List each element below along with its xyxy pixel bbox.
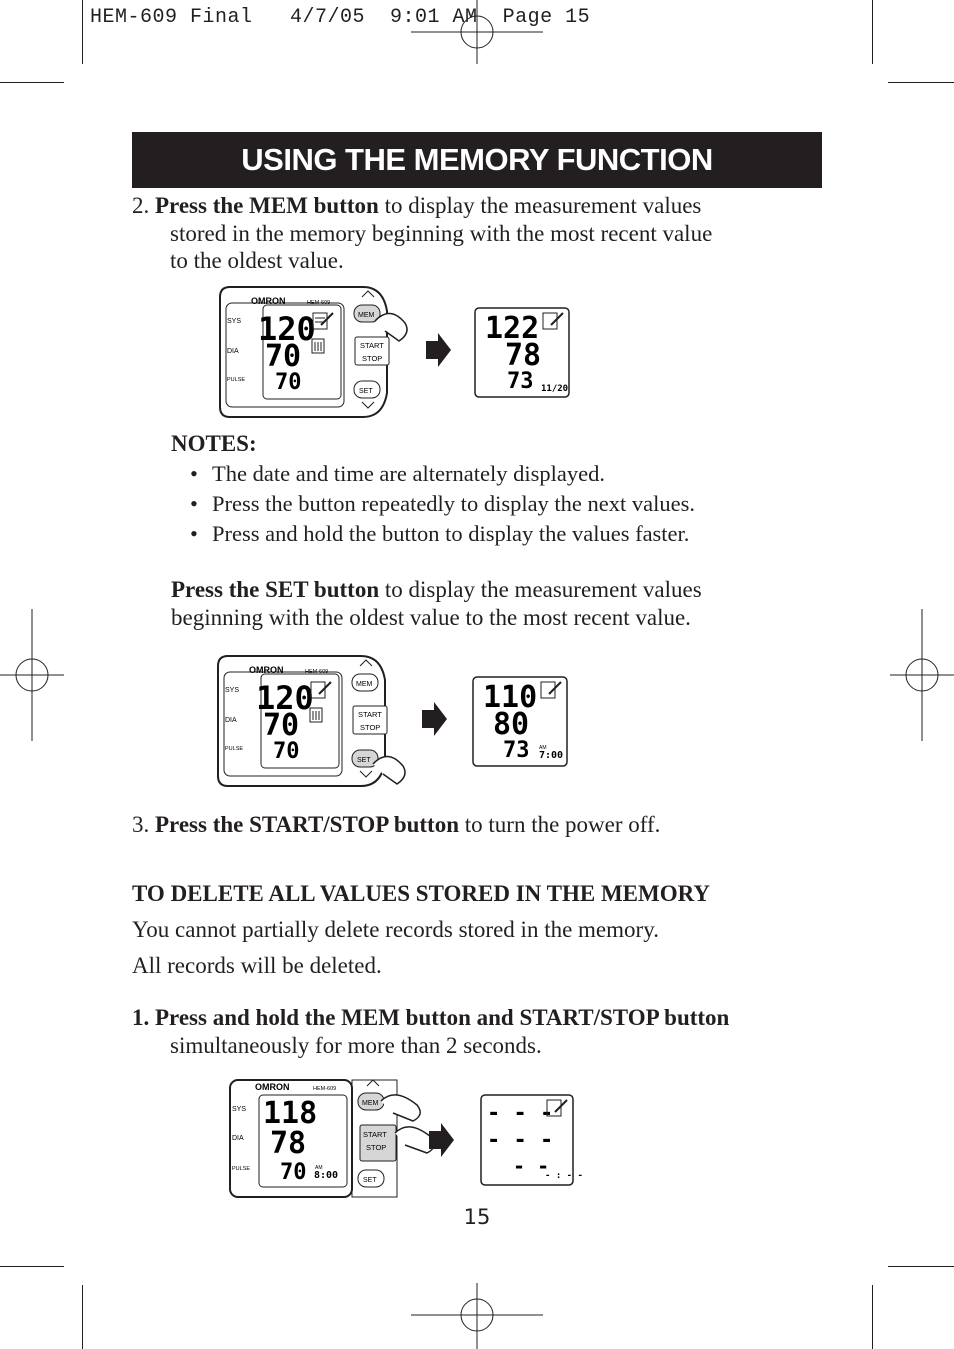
svg-text:- - -: - - - [487,1101,554,1126]
brand-logo: OMRON [255,1082,290,1092]
svg-text:STOP: STOP [366,1143,387,1152]
svg-text:START: START [363,1130,387,1139]
arrow-right-icon [429,1123,454,1157]
svg-text:MEM: MEM [356,681,373,688]
svg-text:SYS: SYS [232,1106,247,1113]
step-bold: Press the MEM button [155,193,379,218]
svg-text:DIA: DIA [232,1135,244,1142]
model-label: HEM-609 [307,300,331,306]
time-readout: 7:00 [539,750,564,761]
lcd-cleared-display [481,1095,583,1185]
svg-text:SET: SET [363,1177,377,1184]
lcd-result-display [475,308,569,397]
svg-text:AM: AM [539,745,547,751]
svg-text:80: 80 [493,707,530,742]
svg-text:MEM: MEM [358,312,375,319]
svg-text:SET: SET [359,388,373,395]
monitor-device [220,287,407,417]
date-readout: 11/20 [541,384,569,394]
set-button[interactable] [358,1170,384,1187]
svg-text:START: START [358,710,382,719]
delete-heading: TO DELETE ALL VALUES STORED IN THE MEMORY [132,881,710,906]
lcd-pulse: 70 [275,370,302,395]
start-stop-button[interactable] [353,706,387,734]
set-paragraph: Press the SET button to display the measurement values beginning with the oldest value to the most recent value. [171,577,702,630]
start-stop-button[interactable] [360,1125,396,1161]
svg-text:73: 73 [507,369,534,394]
step-number: 2. [132,193,150,218]
step-3-paragraph: 3. Press the START/STOP button to turn the power off. [132,812,661,837]
svg-text:START: START [360,341,384,350]
svg-text:- -: - - [513,1154,550,1178]
step-1-paragraph: 1. Press and hold the MEM button and START/STOP button simultaneously for more than 2 seconds. [132,1005,730,1058]
svg-text:73: 73 [503,738,530,763]
figure-set-button [213,652,578,792]
svg-text:SYS: SYS [227,318,242,325]
svg-text:PULSE: PULSE [225,746,244,752]
brand-logo: OMRON [249,665,284,675]
finger-pointer [381,1095,420,1121]
delete-line-1: You cannot partially delete records stored in the memory. [132,917,659,942]
svg-text:70: 70 [273,739,300,764]
svg-text:AM: AM [315,1165,323,1171]
monitor-device [218,656,405,786]
svg-text:SET: SET [357,757,371,764]
svg-text:70: 70 [280,1160,307,1185]
lcd-systolic: 120 [258,310,316,348]
model-label: HEM-609 [313,1086,337,1092]
set-button[interactable] [354,381,380,398]
svg-text:PULSE: PULSE [232,1166,251,1172]
brand-logo: OMRON [251,296,286,306]
note-item: • Press the button repeatedly to display the next values. [190,489,791,519]
notes-heading: NOTES: [171,431,257,456]
mem-button[interactable] [358,1093,384,1110]
model-label: HEM-609 [305,669,329,675]
svg-text:PULSE: PULSE [227,377,246,383]
svg-text:- : - -: - : - - [545,1171,583,1181]
svg-text:120: 120 [256,679,314,717]
svg-text:- - -: - - - [487,1128,554,1153]
svg-text:DIA: DIA [225,717,237,724]
svg-text:MEM: MEM [362,1100,379,1107]
svg-text:110: 110 [483,680,538,715]
figure-mem-button [215,283,580,423]
print-slug: HEM-609 Final 4/7/05 9:01 AM Page 15 [90,6,591,29]
mem-button[interactable] [352,674,378,691]
arrow-right-icon [426,333,451,367]
svg-text:STOP: STOP [360,723,381,732]
page-number: 15 [463,1205,491,1229]
svg-text:78: 78 [270,1126,307,1161]
finger-pointer [395,1127,434,1153]
figure-delete-all [225,1075,590,1203]
note-item: • Press and hold the button to display the values faster. [190,519,791,549]
svg-text:70: 70 [263,708,300,743]
svg-text:8:00: 8:00 [314,1170,339,1181]
lcd-result-display [473,677,567,766]
svg-text:DIA: DIA [227,348,239,355]
start-stop-button[interactable] [355,337,389,365]
monitor-device [230,1080,434,1197]
notes-block [171,431,791,549]
arrow-right-icon [422,702,447,736]
step-2-paragraph: 2. Press the MEM button to display the measurement values stored in the memory beginning with the most recent value to the oldest value. [132,193,713,273]
svg-text:122: 122 [485,311,540,346]
svg-text:STOP: STOP [362,354,383,363]
svg-text:78: 78 [505,338,542,373]
svg-text:118: 118 [263,1096,318,1131]
delete-line-2: All records will be deleted. [132,953,382,978]
note-item: • The date and time are alternately displayed. [190,459,791,489]
section-title: USING THE MEMORY FUNCTION [132,132,822,188]
svg-text:SYS: SYS [225,687,240,694]
lcd-diastolic: 70 [265,339,302,374]
